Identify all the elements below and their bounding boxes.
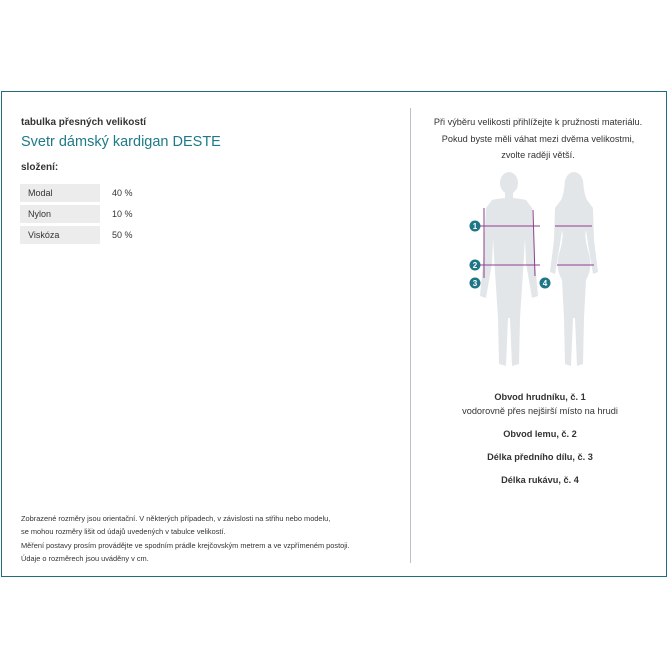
male-figure-icon <box>480 172 538 366</box>
note-line: Zobrazené rozměry jsou orientační. V některých případech, v závislosti na střihu nebo modelu, <box>21 514 331 523</box>
legend-chest-description: vodorovně přes nejširší místo na hrudi <box>462 406 618 416</box>
marker-label: 2 <box>472 261 478 270</box>
advice-line: Při výběru velikosti přihlížejte k pružnosti materiálu. <box>433 117 643 127</box>
composition-table <box>20 181 133 247</box>
material-percent: 40 % <box>112 188 133 198</box>
marker-label: 1 <box>472 222 478 231</box>
marker-3-icon <box>470 278 481 289</box>
table-row <box>20 226 133 244</box>
advice-line: Pokud byste měli váhat mezi dvěma velikostmi, <box>441 133 635 144</box>
composition-heading: složení: <box>21 162 59 173</box>
material-name: Viskóza <box>20 226 100 244</box>
product-info <box>21 117 391 247</box>
legend-sleeve-length-title: Délka rukávu, č. 4 <box>501 475 579 485</box>
measurement-legend <box>420 392 660 485</box>
note-line: Měření postavy prosím provádějte ve spodním prádle krejčovským metrem a ve vzpřímeném postoji. <box>21 540 350 550</box>
legend-chest-title: Obvod hrudníku, č. 1 <box>494 392 586 402</box>
material-percent: 10 % <box>112 209 133 219</box>
material-name: Nylon <box>20 205 100 223</box>
material-name: Modal <box>20 184 100 202</box>
column-divider <box>410 108 411 563</box>
marker-2-icon <box>470 260 481 271</box>
size-table-subtitle: tabulka přesných velikostí <box>21 117 147 128</box>
female-figure-icon <box>550 172 598 366</box>
measurement-notes <box>21 512 401 565</box>
body-measurement-figures <box>462 168 612 378</box>
size-advice <box>418 114 658 164</box>
material-percent: 50 % <box>112 230 133 240</box>
product-title: Svetr dámský kardigan DESTE <box>21 134 221 150</box>
note-line: se mohou rozměry lišit od údajů uvedených v tabulce velikostí. <box>21 527 226 537</box>
marker-1-icon <box>470 221 481 232</box>
marker-4-icon <box>540 278 551 289</box>
marker-label: 3 <box>472 279 478 288</box>
advice-line: zvolte raději větší. <box>501 150 575 160</box>
legend-front-length-title: Délka předního dílu, č. 3 <box>487 452 593 462</box>
note-line: Údaje o rozměrech jsou uváděny v cm. <box>21 553 149 563</box>
legend-hem-title: Obvod lemu, č. 2 <box>503 429 577 439</box>
marker-label: 4 <box>542 279 548 288</box>
table-row <box>20 205 133 223</box>
table-row <box>20 184 133 202</box>
